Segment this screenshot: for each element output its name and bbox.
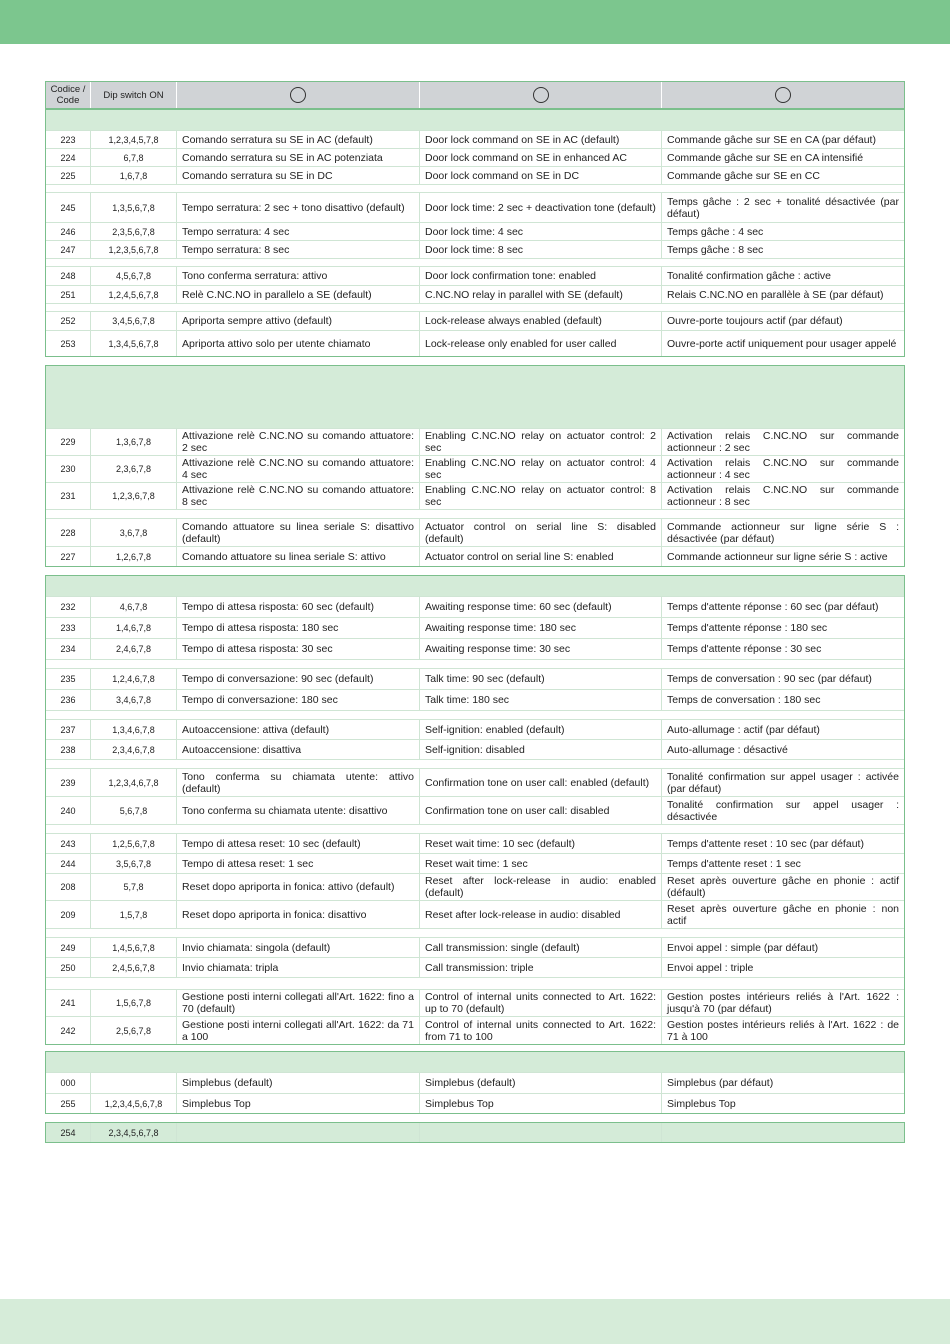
french-description: Gestion postes intérieurs reliés à l'Art. 1622 : jusqu'à 70 (par défaut) [667,991,899,1015]
table-row [46,596,904,617]
code-cell: 227 [46,547,91,566]
french-description: Tonalité confirmation sur appel usager : activée (par défaut) [667,770,899,795]
table-row [46,482,904,509]
code-cell: 250 [46,958,91,977]
english-description: Call transmission: single (default) [420,938,662,957]
table-row [46,768,904,796]
code-cell: 252 [46,312,91,330]
english-description: C.NC.NO relay in parallel with SE (default) [420,286,662,303]
french-description: Temps de conversation : 90 sec (par défaut) [667,673,872,685]
table-row [46,130,904,148]
table-row [46,796,904,824]
bottom-color-bar [0,1299,950,1344]
italian-description: Comando serratura su SE in AC (default) [177,131,420,148]
french-description: Temps d'attente réponse : 60 sec (par défaut) [667,601,879,613]
italian-description: Attivazione relè C.NC.NO su comando attuatore: 2 sec [177,429,420,455]
italian-description: Comando serratura su SE in DC [177,167,420,184]
block-door-lock [45,109,905,357]
dip-switch-cell: 5,6,7,8 [91,797,177,824]
code-cell: 246 [46,223,91,240]
french-description: Temps gâche : 2 sec + tonalité désactivée (par défaut) [667,195,899,220]
italian-description: Tempo di conversazione: 90 sec (default) [177,669,420,689]
table-row [46,668,904,689]
french-description: Activation relais C.NC.NO sur commande actionneur : 2 sec [667,430,899,454]
dip-switch-cell: 1,6,7,8 [91,167,177,184]
top-color-bar [0,0,950,44]
french-description: Tonalité confirmation gâche : active [667,270,832,282]
english-description: Door lock time: 2 sec + deactivation tone (default) [420,193,662,222]
code-cell: 228 [46,519,91,546]
english-description: Confirmation tone on user call: disabled [420,797,662,824]
english-description: Lock-release only enabled for user called [420,331,662,356]
french-description: Temps de conversation : 180 sec [667,694,821,706]
dip-switch-cell: 1,5,6,7,8 [91,990,177,1016]
french-column-header [662,82,904,108]
italian-description: Tempo di conversazione: 180 sec [177,690,420,710]
code-cell: 234 [46,639,91,659]
dip-switch-cell: 1,2,3,4,5,6,7,8 [91,1094,177,1113]
english-column-header [420,82,662,108]
french-description: Activation relais C.NC.NO sur commande actionneur : 4 sec [667,457,899,481]
italian-description: Tempo serratura: 2 sec + tono disattivo (default) [177,193,420,222]
dip-switch-cell: 2,3,5,6,7,8 [91,223,177,240]
english-description: Reset wait time: 1 sec [420,854,662,873]
french-description: Auto-allumage : désactivé [667,743,788,756]
table-row [46,739,904,759]
code-cell: 249 [46,938,91,957]
code-cell: 000 [46,1073,91,1093]
english-description: Awaiting response time: 60 sec (default) [420,597,662,617]
table-row [46,148,904,166]
french-description: Ouvre-porte actif uniquement pour usager appelé [667,337,897,350]
english-description: Actuator control on serial line S: disabled (default) [420,519,662,546]
dip-switch-cell: 3,4,5,6,7,8 [91,312,177,330]
french-description: Commande gâche sur SE en CA intensifié [667,151,864,164]
french-flag-icon [775,87,791,103]
dip-switch-cell: 1,4,6,7,8 [91,618,177,638]
italian-description: Tempo serratura: 4 sec [177,223,420,240]
french-description: Reset après ouverture gâche en phonie : actif (défault) [667,875,899,899]
italian-description [177,1123,420,1142]
dip-switch-cell: 2,5,6,7,8 [91,1017,177,1044]
table-row [46,330,904,356]
code-cell: 229 [46,429,91,455]
code-cell: 224 [46,149,91,166]
french-description [662,1123,904,1142]
italian-description: Simplebus Top [177,1094,420,1113]
english-description [420,1123,662,1142]
dip-switch-cell: 5,7,8 [91,874,177,900]
italian-description: Apriporta attivo solo per utente chiamato [177,331,420,356]
code-cell: 241 [46,990,91,1016]
english-description: Self-ignition: enabled (default) [420,720,662,739]
dip-switch-cell: 2,3,4,6,7,8 [91,740,177,759]
dip-switch-cell: 2,4,6,7,8 [91,639,177,659]
block-actuator [45,365,905,567]
italian-description: Apriporta sempre attivo (default) [177,312,420,330]
french-description: Simplebus (par défaut) [667,1077,774,1089]
table-row [46,1072,904,1093]
english-description: Awaiting response time: 180 sec [420,618,662,638]
code-cell: 236 [46,690,91,710]
french-description: Temps gâche : 8 sec [667,243,764,256]
table-row [46,873,904,900]
french-description: Gestion postes intérieurs reliés à l'Art. 1622 : de 71 à 100 [667,1018,899,1043]
french-description: Temps gâche : 4 sec [667,225,764,238]
french-description: Temps d'attente reset : 1 sec [667,857,801,870]
table-row [46,1123,904,1142]
french-description: Commande gâche sur SE en CA (par défaut) [667,133,876,146]
french-description: Ouvre-porte toujours actif (par défaut) [667,315,843,327]
english-description: Enabling C.NC.NO relay on actuator control: 4 sec [420,456,662,482]
dip-switch-cell: 6,7,8 [91,149,177,166]
english-description: Door lock confirmation tone: enabled [420,267,662,285]
dip-switch-cell: 1,3,6,7,8 [91,429,177,455]
french-description: Commande actionneur sur ligne série S : désactivée (par défaut) [667,520,899,545]
code-cell: 231 [46,483,91,509]
code-cell: 238 [46,740,91,759]
french-description: Temps d'attente réponse : 180 sec [667,622,828,634]
french-description: Envoi appel : triple [667,961,754,974]
code-cell: 255 [46,1094,91,1113]
code-cell: 247 [46,241,91,258]
french-description: Commande actionneur sur ligne série S : active [667,550,888,563]
italian-description: Tempo di attesa risposta: 180 sec [177,618,420,638]
code-cell: 242 [46,1017,91,1044]
section-band [46,576,904,596]
english-description: Awaiting response time: 30 sec [420,639,662,659]
code-cell: 253 [46,331,91,356]
english-description: Control of internal units connected to Art. 1622: up to 70 (default) [420,990,662,1016]
table-row [46,285,904,303]
table-row [46,166,904,184]
table-row [46,957,904,977]
french-description: Reset après ouverture gâche en phonie : non actif [667,902,899,927]
code-cell: 245 [46,193,91,222]
dip-switch-cell: 1,2,6,7,8 [91,547,177,566]
french-description: Temps d'attente réponse : 30 sec [667,643,822,655]
table-row [46,546,904,566]
dip-switch-cell: 3,6,7,8 [91,519,177,546]
dip-switch-cell: 1,2,5,6,7,8 [91,834,177,853]
dip-switch-cell: 1,2,3,6,7,8 [91,483,177,509]
table-row [46,518,904,546]
english-description: Talk time: 90 sec (default) [420,669,662,689]
dip-switch-cell: 1,2,3,4,6,7,8 [91,769,177,796]
dip-switch-cell: 1,2,3,5,6,7,8 [91,241,177,258]
english-description: Door lock time: 4 sec [420,223,662,240]
table-row [46,900,904,928]
english-description: Simplebus Top [420,1094,662,1113]
french-description: Commande gâche sur SE en CC [667,169,820,182]
italian-description: Invio chiamata: tripla [177,958,420,977]
code-cell: 235 [46,669,91,689]
section-band [46,110,904,130]
table-header [45,81,905,109]
french-description: Tonalité confirmation sur appel usager : désactivée [667,798,899,823]
french-description: Activation relais C.NC.NO sur commande actionneur : 8 sec [667,484,899,508]
english-description: Simplebus (default) [420,1073,662,1093]
table-row [46,1093,904,1113]
italian-description: Tono conferma serratura: attivo [177,267,420,285]
dip-switch-cell: 2,3,6,7,8 [91,456,177,482]
english-description: Reset after lock-release in audio: disabled [420,901,662,928]
code-cell: 223 [46,131,91,148]
italian-description: Simplebus (default) [177,1073,420,1093]
english-description: Call transmission: triple [420,958,662,977]
italian-description: Comando attuatore su linea seriale S: disattivo (default) [177,519,420,546]
code-cell: 237 [46,720,91,739]
code-cell: 239 [46,769,91,796]
block-timings [45,575,905,1045]
english-description: Door lock time: 8 sec [420,241,662,258]
table-row [46,989,904,1016]
english-description: Door lock command on SE in AC (default) [420,131,662,148]
dip-switch-cell [91,1073,177,1093]
italian-description: Tono conferma su chiamata utente: attivo (default) [177,769,420,796]
french-description: Temps d'attente reset : 10 sec (par défaut) [667,837,864,850]
italian-description: Autoaccensione: disattiva [177,740,420,759]
english-description: Reset after lock-release in audio: enabled (default) [420,874,662,900]
italian-description: Tono conferma su chiamata utente: disattivo [177,797,420,824]
code-cell: 248 [46,267,91,285]
italian-description: Attivazione relè C.NC.NO su comando attuatore: 8 sec [177,483,420,509]
italian-description: Attivazione relè C.NC.NO su comando attuatore: 4 sec [177,456,420,482]
french-description: Simplebus Top [667,1097,736,1110]
english-description: Enabling C.NC.NO relay on actuator control: 8 sec [420,483,662,509]
english-description: Self-ignition: disabled [420,740,662,759]
table-row [46,192,904,222]
code-cell: 233 [46,618,91,638]
english-description: Control of internal units connected to Art. 1622: from 71 to 100 [420,1017,662,1044]
english-description: Door lock command on SE in enhanced AC [420,149,662,166]
english-description: Talk time: 180 sec [420,690,662,710]
table-row [46,689,904,710]
dip-switch-cell: 4,6,7,8 [91,597,177,617]
code-cell: 244 [46,854,91,873]
french-description: Envoi appel : simple (par défaut) [667,941,819,954]
dip-switch-cell: 1,3,4,5,6,7,8 [91,331,177,356]
italian-description: Comando attuatore su linea seriale S: attivo [177,547,420,566]
english-description: Reset wait time: 10 sec (default) [420,834,662,853]
table-row [46,240,904,258]
table-row [46,638,904,659]
dip-switch-cell: 3,5,6,7,8 [91,854,177,873]
code-cell: 230 [46,456,91,482]
english-description: Door lock command on SE in DC [420,167,662,184]
table-row [46,455,904,482]
code-cell: 225 [46,167,91,184]
italian-description: Reset dopo apriporta in fonica: disattivo [177,901,420,928]
italian-description: Tempo di attesa reset: 1 sec [177,854,420,873]
french-description: Relais C.NC.NO en parallèle à SE (par défaut) [667,288,884,301]
dip-switch-cell: 1,4,5,6,7,8 [91,938,177,957]
dip-switch-cell: 1,2,3,4,5,7,8 [91,131,177,148]
code-cell: 209 [46,901,91,928]
italian-flag-icon [290,87,306,103]
code-cell: 254 [46,1123,91,1142]
table-row [46,833,904,853]
italian-description: Autoaccensione: attiva (default) [177,720,420,739]
table-row [46,428,904,455]
code-cell: 243 [46,834,91,853]
italian-description: Relè C.NC.NO in parallelo a SE (default) [177,286,420,303]
italian-description: Tempo di attesa risposta: 30 sec [177,639,420,659]
code-cell: 232 [46,597,91,617]
section-band [46,1052,904,1072]
italian-description: Invio chiamata: singola (default) [177,938,420,957]
dip-switch-cell: 1,5,7,8 [91,901,177,928]
english-description: Confirmation tone on user call: enabled (default) [420,769,662,796]
english-description: Actuator control on serial line S: enabled [420,547,662,566]
italian-description: Gestione posti interni collegati all'Art. 1622: da 71 a 100 [177,1017,420,1044]
dip-column-header: Dip switch ON [91,82,177,108]
italian-description: Tempo di attesa risposta: 60 sec (default) [177,597,420,617]
english-flag-icon [533,87,549,103]
french-description: Auto-allumage : actif (par défaut) [667,723,820,736]
italian-description: Tempo di attesa reset: 10 sec (default) [177,834,420,853]
table-row [46,937,904,957]
italian-description: Comando serratura su SE in AC potenziata [177,149,420,166]
dip-switch-cell: 1,2,4,6,7,8 [91,669,177,689]
table-row [46,311,904,330]
italian-column-header [177,82,420,108]
code-column-header: Codice / Code [46,82,91,108]
dip-switch-cell: 2,3,4,5,6,7,8 [91,1123,177,1142]
section-band [46,366,904,428]
dip-switch-cell: 1,2,4,5,6,7,8 [91,286,177,303]
dip-switch-cell: 2,4,5,6,7,8 [91,958,177,977]
table-row [46,222,904,240]
table-row [46,617,904,638]
code-cell: 251 [46,286,91,303]
italian-description: Reset dopo apriporta in fonica: attivo (default) [177,874,420,900]
english-description: Lock-release always enabled (default) [420,312,662,330]
table-row [46,853,904,873]
code-cell: 240 [46,797,91,824]
dip-switch-cell: 4,5,6,7,8 [91,267,177,285]
code-cell: 208 [46,874,91,900]
italian-description: Gestione posti interni collegati all'Art. 1622: fino a 70 (default) [177,990,420,1016]
english-description: Enabling C.NC.NO relay on actuator control: 2 sec [420,429,662,455]
dip-switch-cell: 1,3,4,6,7,8 [91,720,177,739]
table-row [46,266,904,285]
dip-switch-cell: 3,4,6,7,8 [91,690,177,710]
table-row [46,1016,904,1044]
table-row [46,719,904,739]
dip-switch-cell: 1,3,5,6,7,8 [91,193,177,222]
italian-description: Tempo serratura: 8 sec [177,241,420,258]
block-reset-code [45,1122,905,1143]
block-simplebus [45,1051,905,1114]
